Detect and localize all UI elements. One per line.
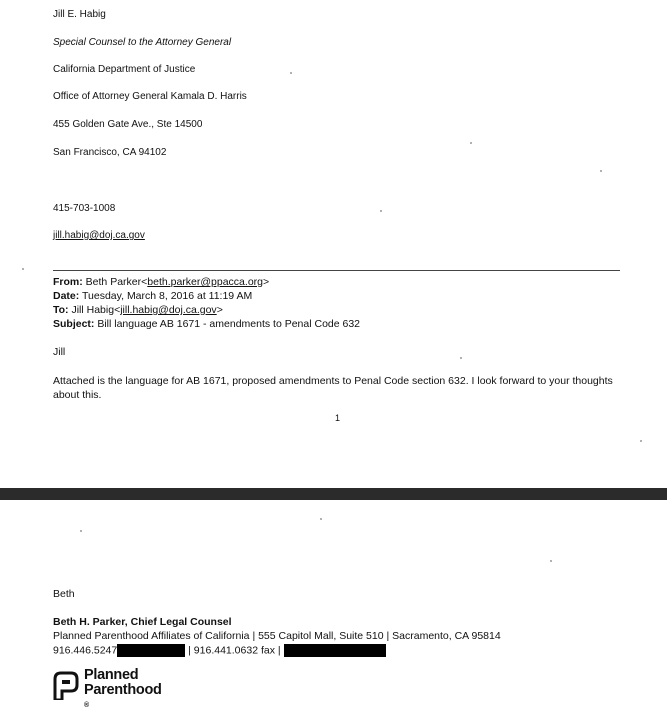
closing-sign-off: Beth xyxy=(53,588,75,600)
to-label: To: xyxy=(53,304,69,316)
email-greeting: Jill xyxy=(53,346,66,358)
email-to-line: To: Jill Habig<jill.habig@doj.ca.gov> xyxy=(53,304,223,316)
scan-speck xyxy=(470,142,472,144)
date-value: Tuesday, March 8, 2016 at 11:19 AM xyxy=(82,290,253,302)
closing-organization: Planned Parenthood Affiliates of California | 555 Capitol Mall, Suite 510 | Sacramento, CA 95814 xyxy=(53,630,501,642)
logo-line2 xyxy=(84,683,162,713)
signature-name: Jill E. Habig xyxy=(53,9,106,20)
closing-contact-line xyxy=(53,644,386,657)
scan-speck xyxy=(460,357,462,359)
signature-office: Office of Attorney General Kamala D. Harris xyxy=(53,91,247,102)
signature-department: California Department of Justice xyxy=(53,64,196,75)
scan-speck xyxy=(290,72,292,74)
signature-address-line1: 455 Golden Gate Ave., Ste 14500 xyxy=(53,119,203,130)
email-subject-line xyxy=(53,318,360,330)
logo-line1: Planned xyxy=(84,667,139,683)
planned-parenthood-logo xyxy=(53,667,193,709)
subject-label: Subject: xyxy=(53,318,95,330)
page-separator xyxy=(0,488,667,500)
email-from-line: From: Beth Parker<beth.parker@ppacca.org> xyxy=(53,276,270,288)
signature-title: Special Counsel to the Attorney General xyxy=(53,37,232,48)
closing-phone: 916.446.5247 xyxy=(53,644,118,657)
signature-address-line2: San Francisco, CA 94102 xyxy=(53,147,167,158)
to-name: Jill Habig xyxy=(71,304,115,316)
email-body-paragraph: Attached is the language for AB 1671, proposed amendments to Penal Code section 632. I look forward to your thoughts about this. xyxy=(53,375,613,401)
email-date-line xyxy=(53,290,252,302)
scan-speck xyxy=(380,210,382,212)
signature-phone: 415-703-1008 xyxy=(53,203,116,214)
logo-registered-mark: ® xyxy=(84,702,89,709)
from-email-link[interactable]: beth.parker@ppacca.org xyxy=(147,276,263,288)
scan-speck xyxy=(550,560,552,562)
header-divider xyxy=(53,270,620,271)
redaction-block xyxy=(117,644,185,657)
scan-speck xyxy=(80,530,82,532)
to-email-link[interactable]: jill.habig@doj.ca.gov xyxy=(120,304,217,316)
scan-speck xyxy=(320,518,322,520)
closing-fax: | 916.441.0632 fax | xyxy=(188,644,281,657)
signature-email-link[interactable]: jill.habig@doj.ca.gov xyxy=(53,230,145,241)
scan-speck xyxy=(22,268,24,270)
subject-value: Bill language AB 1671 - amendments to Penal Code 632 xyxy=(97,318,361,330)
scan-speck xyxy=(640,440,642,442)
redaction-block xyxy=(284,644,386,657)
scan-speck xyxy=(600,170,602,172)
from-label: From: xyxy=(53,276,83,288)
from-name: Beth Parker xyxy=(85,276,142,288)
planned-parenthood-logo-icon xyxy=(53,671,79,700)
logo-line2-text: Parenthood xyxy=(84,682,162,698)
logo-wordmark xyxy=(84,668,162,713)
page-number: 1 xyxy=(335,413,341,423)
date-label: Date: xyxy=(53,290,80,302)
closing-name-title: Beth H. Parker, Chief Legal Counsel xyxy=(53,616,232,628)
